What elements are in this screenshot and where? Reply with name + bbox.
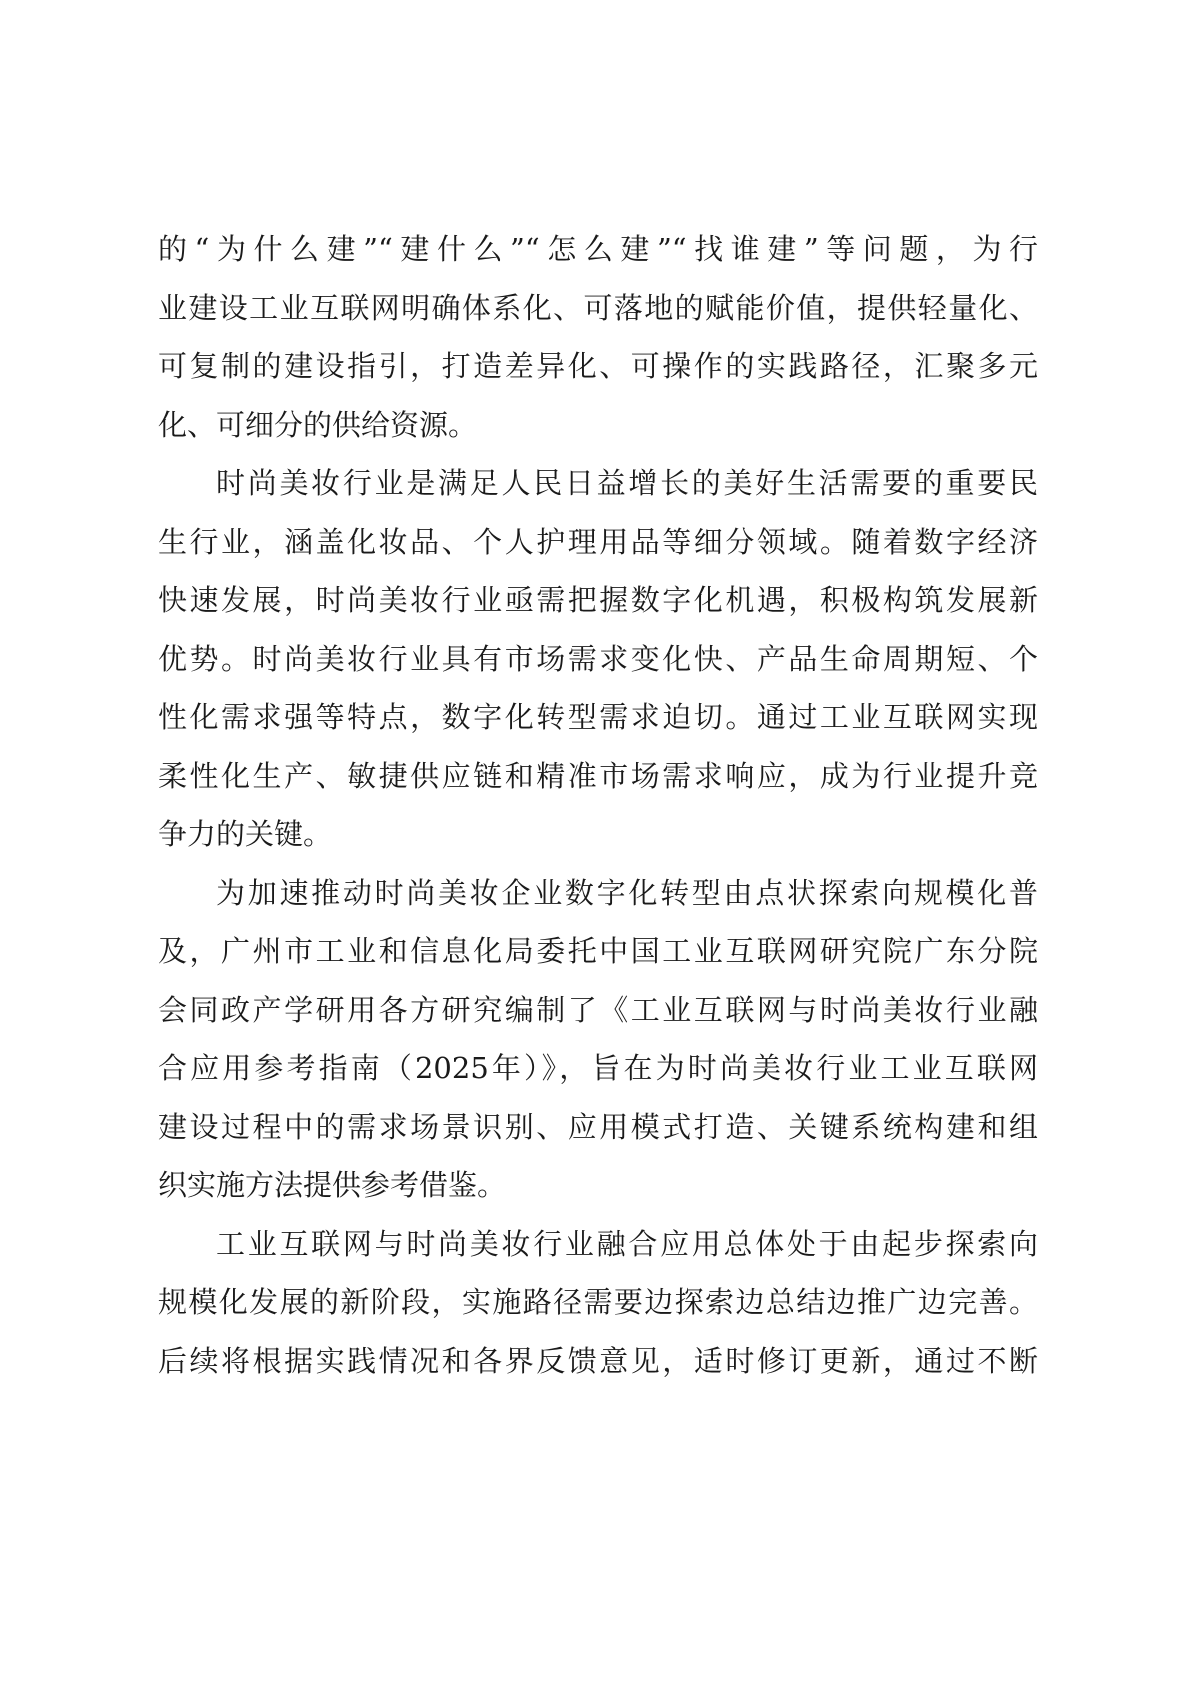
paragraph-3 [158, 864, 1038, 1215]
paragraph-line: 为加速推动时尚美妆企业数字化转型由点状探索向规模化普 [216, 875, 1038, 910]
paragraph-line: 优势。时尚美妆行业具有市场需求变化快、产品生命周期短、个 [158, 641, 1038, 676]
paragraph-4 [158, 1215, 1038, 1391]
paragraph-line: 规模化发展的新阶段，实施路径需要边探索边总结边推广边完善。 [158, 1285, 1038, 1319]
paragraph-line: 后续将根据实践情况和各界反馈意见，适时修订更新，通过不断 [158, 1343, 1038, 1378]
paragraph-line: 生行业，涵盖化妆品、个人护理用品等细分领域。随着数字经济 [158, 524, 1038, 559]
paragraph-line: 快速发展，时尚美妆行业亟需把握数字化机遇，积极构筑发展新 [158, 583, 1038, 617]
paragraph-line: 合应用参考指南（2025年）》，旨在为时尚美妆行业工业互联网 [158, 1051, 1038, 1085]
paragraph-line: 柔性化生产、敏捷供应链和精准市场需求响应，成为行业提升竞 [158, 758, 1038, 793]
paragraph-line: 化、可细分的供给资源。 [158, 407, 478, 442]
paragraph-line: 性化需求强等特点，数字化转型需求迫切。通过工业互联网实现 [158, 700, 1038, 734]
paragraph-2 [158, 454, 1038, 864]
paragraph-line: 工业互联网与时尚美妆行业融合应用总体处于由起步探索向 [216, 1226, 1038, 1261]
paragraph-line: 建设过程中的需求场景识别、应用模式打造、关键系统构建和组 [158, 1109, 1038, 1144]
paragraph-line: 争力的关键。 [158, 817, 333, 851]
paragraph-line: 时尚美妆行业是满足人民日益增长的美好生活需要的重要民 [216, 466, 1038, 500]
paragraph-line: 会同政产学研用各方研究编制了《工业互联网与时尚美妆行业融 [158, 992, 1038, 1027]
paragraph-line: 业建设工业互联网明确体系化、可落地的赋能价值，提供轻量化、 [158, 290, 1038, 325]
paragraph-1 [158, 220, 1038, 454]
paragraph-line: 织实施方法提供参考借鉴。 [158, 1168, 507, 1202]
paragraph-line: 可复制的建设指引，打造差异化、可操作的实践路径，汇聚多元 [158, 349, 1038, 383]
document-body [158, 220, 1038, 1390]
paragraph-line: 的“为什么建”“建什么”“怎么建”“找谁建”等问题，为行 [158, 232, 1038, 266]
paragraph-line: 及，广州市工业和信息化局委托中国工业互联网研究院广东分院 [158, 934, 1038, 968]
